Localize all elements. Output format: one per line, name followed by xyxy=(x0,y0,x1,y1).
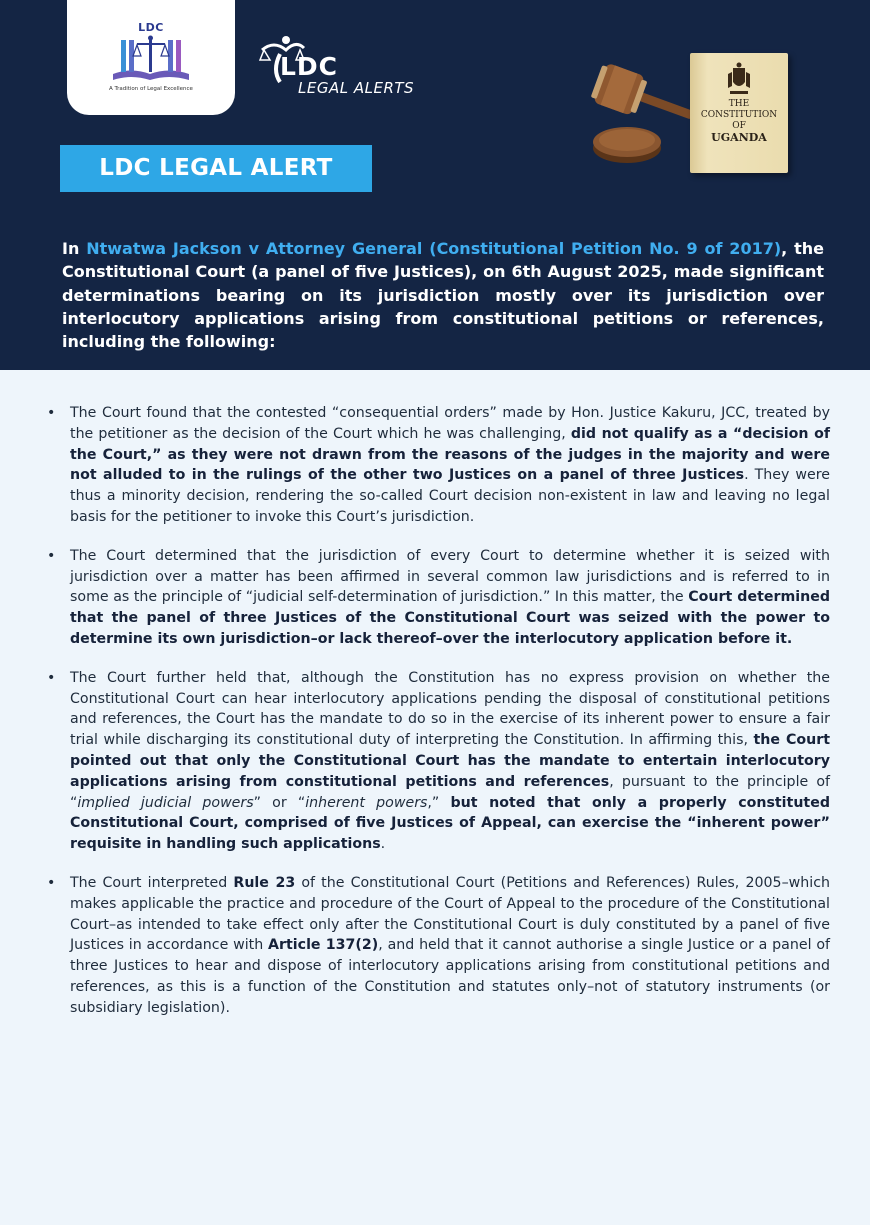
intro-prefix: In xyxy=(62,239,87,258)
item-italic-text: inherent powers xyxy=(305,794,428,811)
list-item xyxy=(30,546,830,650)
book-title-line: UGANDA xyxy=(711,131,767,144)
item-text: ,” xyxy=(427,794,451,811)
item-text: , pursuant to the principle of “ xyxy=(70,773,830,811)
legal-alert-title: LDC LEGAL ALERT xyxy=(99,155,333,181)
item-bold-text: Rule 23 xyxy=(233,874,296,891)
logo-tagline: A Tradition of Legal Excellence xyxy=(109,86,193,92)
uganda-coat-of-arms-icon xyxy=(726,62,752,96)
brand-ldc-text: LDC xyxy=(280,52,339,81)
item-text: The Court found that the contested “consequential orders” made by Hon. Justice Kakuru, JCC, treated by the petitioner as the decision of the Court which he was challenging, xyxy=(70,405,830,442)
intro-paragraph xyxy=(62,237,824,353)
item-bold-text: Article 137(2) xyxy=(268,937,379,954)
bullet-icon: • xyxy=(47,874,56,891)
logo-abbreviation: LDC xyxy=(138,21,164,34)
item-bold-text: but noted that only a properly constituted Constitutional Court, comprised of five Justices of Appeal, can exercise the “inherent power” requisite in handling such applications xyxy=(70,794,830,853)
ldc-logo-card xyxy=(67,0,235,115)
item-text: The Court further held that, although the Constitution has no express provision on whether the Constitutional Court can hear interlocutory applications pending the disposal of constitutional petitions and references, the Court has the mandate to do so in the exercise of its inherent power to ensure a fair trial while discharging its constitutional duty of interpreting the Constitution. In affirming this, xyxy=(70,669,830,749)
book-title-line: OF xyxy=(732,121,746,131)
list-item xyxy=(30,873,830,1019)
header-banner xyxy=(0,0,870,370)
item-text: The Court determined that the jurisdiction of every Court to determine whether it is seized with jurisdiction over a matter has been affirmed in several common law jurisdictions and is referred to in some as the principle of “judicial self-determination of jurisdiction.” In this matter, the xyxy=(70,547,830,606)
item-bold-text: did not qualify as a “decision of the Court,” as they were not drawn from the reasons of the judges in the majority and were not alluded to in the rulings of the other two Justices on a panel of three Justices xyxy=(70,425,830,484)
book-title-line: THE xyxy=(728,99,750,109)
bullet-icon: • xyxy=(47,547,56,564)
determinations-list xyxy=(30,403,830,1037)
gavel-icon xyxy=(583,56,693,176)
list-item xyxy=(30,403,830,528)
legal-alert-banner xyxy=(60,145,372,192)
scales-of-justice-icon xyxy=(109,34,193,86)
item-italic-text: implied judicial powers xyxy=(77,794,254,811)
item-text: The Court interpreted xyxy=(70,874,234,891)
intro-text: , the Constitutional Court (a panel of five Justices), on 6th August 2025, made significant determinations bearing on its jurisdiction mostly over its jurisdiction over interlocutory applications arising from constitutional petitions or references, including the following: xyxy=(62,239,824,352)
book-title-line: CONSTITUTION xyxy=(700,110,778,120)
constitution-book-image xyxy=(690,53,788,173)
item-text: , and held that it cannot authorise a single Justice or a panel of three Justices to hear and dispose of interlocutory applications arising from constitutional petitions and references, as this is a function of the Constitution and statutes only–not of statutory instruments (or subsidiary legislation). xyxy=(70,937,830,1016)
item-bold-text: the Court pointed out that only the Constitutional Court has the mandate to entertain interlocutory applications arising from constitutional petitions and references xyxy=(70,732,830,790)
constitution-book-title xyxy=(690,99,788,143)
item-text: . They were thus a minority decision, rendering the so-called Court decision non-existent in law and leaving no legal basis for the petitioner to invoke this Court’s jurisdiction. xyxy=(70,467,830,525)
brand-legal-alerts-text: LEGAL ALERTS xyxy=(298,79,415,97)
item-text: ” or “ xyxy=(253,794,306,811)
case-citation: Ntwatwa Jackson v Attorney General (Constitutional Petition No. 9 of 2017) xyxy=(86,239,782,258)
bullet-icon: • xyxy=(47,405,56,421)
item-text: . xyxy=(380,836,386,853)
bullet-icon: • xyxy=(47,669,56,686)
item-text: of the Constitutional Court (Petitions and References) Rules, 2005–which makes applicable the practice and procedure of the Court of Appeal to the procedure of the Constitutional Court–as intended to take effect only after the Constitutional Court is duly constituted by a panel of five Justices in accordance with xyxy=(70,874,830,954)
item-bold-text: Court determined that the panel of three Justices of the Constitutional Court was seized with the power to determine its own jurisdiction–or lack thereof–over the interlocutory application before it. xyxy=(70,589,831,647)
list-item xyxy=(30,668,830,855)
